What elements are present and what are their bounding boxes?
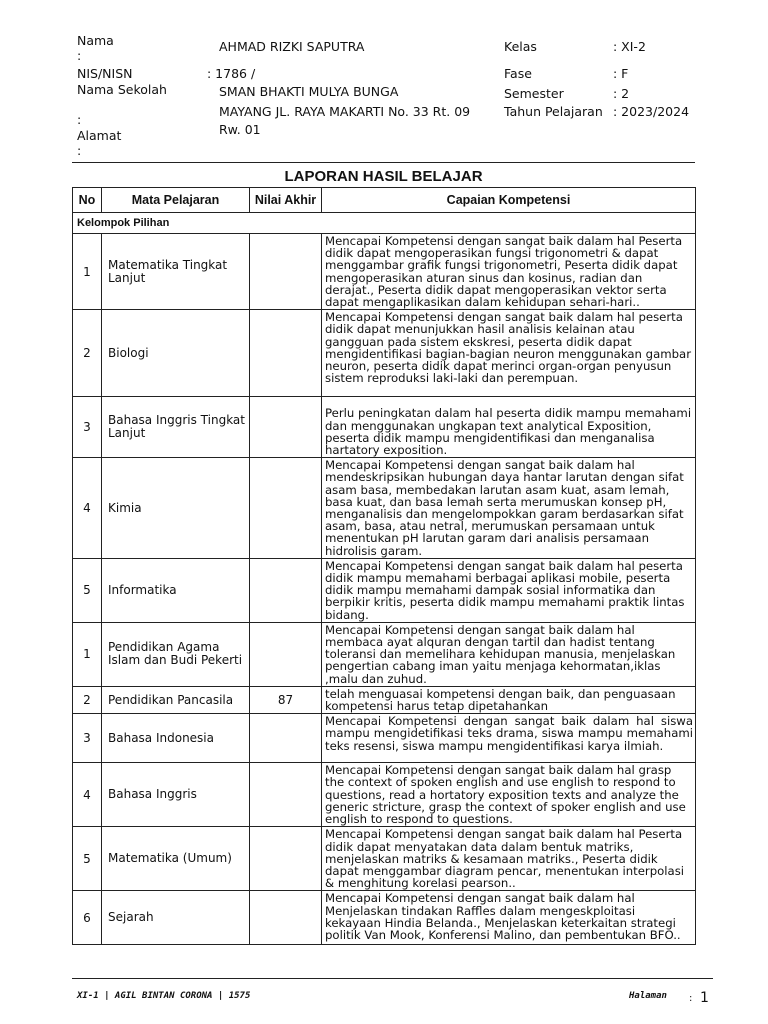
table-row (73, 891, 696, 945)
row-competency: Mencapai Kompetensi dengan sangat baik dalam hal Peserta didik dapat menyatakan data dalam bentuk matriks, menjelaskan matriks & kesamaan matriks., Peserta didik dapat menggambar diagram pencar, menentukan interpolasi & menghitung korelasi pearson.. (322, 827, 696, 891)
row-competency: Mencapai Kompetensi dengan sangat baik dalam hal grasp the context of spoken english and use english to respond to questions, read a hortatory exposition texts and analyze the generic stricture, grasp the context of spoker english and use english to respond to questions. (322, 763, 696, 827)
footer-colon: : (689, 993, 693, 1004)
sekolah-value: SMAN BHAKTI MULYA BUNGA (219, 84, 399, 99)
row-no: 2 (73, 310, 102, 397)
table-header-row (73, 188, 696, 213)
row-score (250, 622, 322, 686)
row-subject: Pendidikan Agama Islam dan Budi Pekerti (102, 622, 250, 686)
report-title: LAPORAN HASIL BELAJAR (284, 168, 483, 185)
row-no: 3 (73, 397, 102, 458)
row-no: 4 (73, 458, 102, 559)
row-subject: Bahasa Inggris (102, 763, 250, 827)
footer-divider (72, 978, 713, 979)
table-row (73, 714, 696, 763)
header-divider (72, 162, 695, 163)
row-competency: Mencapai Kompetensi dengan sangat baik dalam hal peserta didik dapat menunjukkan hasil analisis kelainan atau gangguan pada sistem ekskresi, peserta didik dapat mengidentifikasi bagian-bagian neuron menggunakan gambar neuron, peserta didik dapat merinci organ-organ penyusun sistem reproduksi laki-laki dan perempuan. (322, 310, 696, 397)
row-no: 4 (73, 763, 102, 827)
alamat-colon: : (77, 143, 82, 158)
row-subject: Pendidikan Pancasila (102, 686, 250, 713)
sekolah-colon: : (77, 112, 82, 127)
row-score: 87 (250, 686, 322, 713)
row-subject: Matematika (Umum) (102, 827, 250, 891)
row-score (250, 458, 322, 559)
row-score (250, 891, 322, 945)
row-score (250, 558, 322, 622)
footer-halaman-label: Halaman (629, 991, 667, 1001)
row-competency: Perlu peningkatan dalam hal peserta didik mampu memahami dan menggunakan ungkapan text analytical Exposition, peserta didik mampu mengidentifikasi dan menganalisa hartatory exposition. (322, 397, 696, 458)
row-no: 1 (73, 234, 102, 310)
semester-value: : 2 (613, 86, 630, 101)
row-subject: Matematika Tingkat Lanjut (102, 234, 250, 310)
kelas-value: : XI-2 (613, 39, 646, 54)
row-subject: Bahasa Indonesia (102, 714, 250, 763)
nama-value: AHMAD RIZKI SAPUTRA (219, 39, 365, 54)
row-no: 6 (73, 891, 102, 945)
row-competency: Mencapai Kompetensi dengan sangat baik dalam hal Menjelaskan tindakan Raffles dalam mengeskploitasi kekayaan Hindia Belanda., Menjelaskan keterkaitan strategi politik Van Mook, Konferensi Malino, dan pembentukan BFO.. (322, 891, 696, 945)
nis-value: : 1786 / (207, 66, 256, 81)
table-row (73, 234, 696, 310)
row-subject: Informatika (102, 558, 250, 622)
page-number: 1 (700, 990, 709, 1006)
table-row (73, 397, 696, 458)
row-score (250, 827, 322, 891)
table-row (73, 458, 696, 559)
header-competency: Capaian Kompetensi (322, 188, 696, 213)
sekolah-label: Nama Sekolah (77, 82, 167, 97)
report-table (72, 187, 696, 945)
row-subject: Biologi (102, 310, 250, 397)
row-competency: Mencapai Kompetensi dengan sangat baik dalam hal peserta didik mampu memahami berbagai aplikasi mobile, peserta didik mampu memahami dampak sosial informatika dan berpikir kritis, peserta didik mampu memahami praktik lintas bidang. (322, 558, 696, 622)
nama-label: Nama (77, 33, 114, 48)
header-subject: Mata Pelajaran (102, 188, 250, 213)
table-row (73, 763, 696, 827)
row-competency: Mencapai Kompetensi dengan sangat baik dalam hal siswa mampu mengidetifikasi teks drama, siswa mampu memahami teks resensi, siswa mampu mengidentifikasi karya ilmiah. (322, 714, 696, 763)
tahun-label: Tahun Pelajaran (504, 104, 603, 119)
row-subject: Kimia (102, 458, 250, 559)
row-score (250, 397, 322, 458)
nama-colon: : (77, 48, 82, 63)
header-score: Nilai Akhir (250, 188, 322, 213)
semester-label: Semester (504, 86, 564, 101)
row-competency: Mencapai Kompetensi dengan sangat baik dalam hal Peserta didik dapat mengoperasikan fungsi trigonometri & dapat menggambar grafik fungsi trigonometri, Peserta didik dapat mengoperasikan aturan sinus dan kosinus, radian dan derajat., Peserta didik dapat mengoperasikan vektor serta dapat mengaplikasikan dalam kehidupan sehari-hari.. (322, 234, 696, 310)
row-competency: Mencapai Kompetensi dengan sangat baik dalam hal membaca ayat alquran dengan tartil dan hadist tentang toleransi dan memelihara kehidupan manusia, menjelaskan pengertian cabang iman yaitu menjaga kehormatan,iklas ,malu dan zuhud. (322, 622, 696, 686)
group-row (73, 213, 696, 234)
table-row (73, 827, 696, 891)
alamat-value: MAYANG JL. RAYA MAKARTI No. 33 Rt. 09 Rw. 01 (219, 104, 471, 137)
header-no: No (73, 188, 102, 213)
tahun-value: : 2023/2024 (613, 104, 690, 119)
row-no: 1 (73, 622, 102, 686)
fase-label: Fase (504, 66, 532, 81)
table-row (73, 686, 696, 713)
row-competency: Mencapai Kompetensi dengan sangat baik dalam hal mendeskripsikan hubungan daya hantar larutan dengan sifat asam basa, membedakan larutan asam kuat, asam lemah, basa kuat, dan basa lemah serta merumuskan konsep pH, menganalisis dan mengelompokkan garam berdasarkan sifat asam, basa, atau netral, merumuskan persamaan untuk menentukan pH larutan garam dari analisis persamaan hidrolisis garam. (322, 458, 696, 559)
footer-info: XI-1 | AGIL BINTAN CORONA | 1575 (77, 991, 251, 1001)
row-no: 5 (73, 558, 102, 622)
row-no: 2 (73, 686, 102, 713)
row-subject: Sejarah (102, 891, 250, 945)
group-label: Kelompok Pilihan (73, 213, 696, 234)
table-row (73, 558, 696, 622)
row-score (250, 763, 322, 827)
kelas-label: Kelas (504, 39, 537, 54)
row-no: 3 (73, 714, 102, 763)
nis-label: NIS/NISN (77, 66, 133, 81)
row-score (250, 714, 322, 763)
table-row (73, 310, 696, 397)
row-no: 5 (73, 827, 102, 891)
table-row (73, 622, 696, 686)
row-competency: telah menguasai kompetensi dengan baik, dan penguasaan kompetensi harus tetap dipetahankan (322, 686, 696, 713)
row-subject: Bahasa Inggris Tingkat Lanjut (102, 397, 250, 458)
row-score (250, 310, 322, 397)
row-score (250, 234, 322, 310)
alamat-label: Alamat (77, 128, 122, 143)
fase-value: : F (613, 66, 629, 81)
